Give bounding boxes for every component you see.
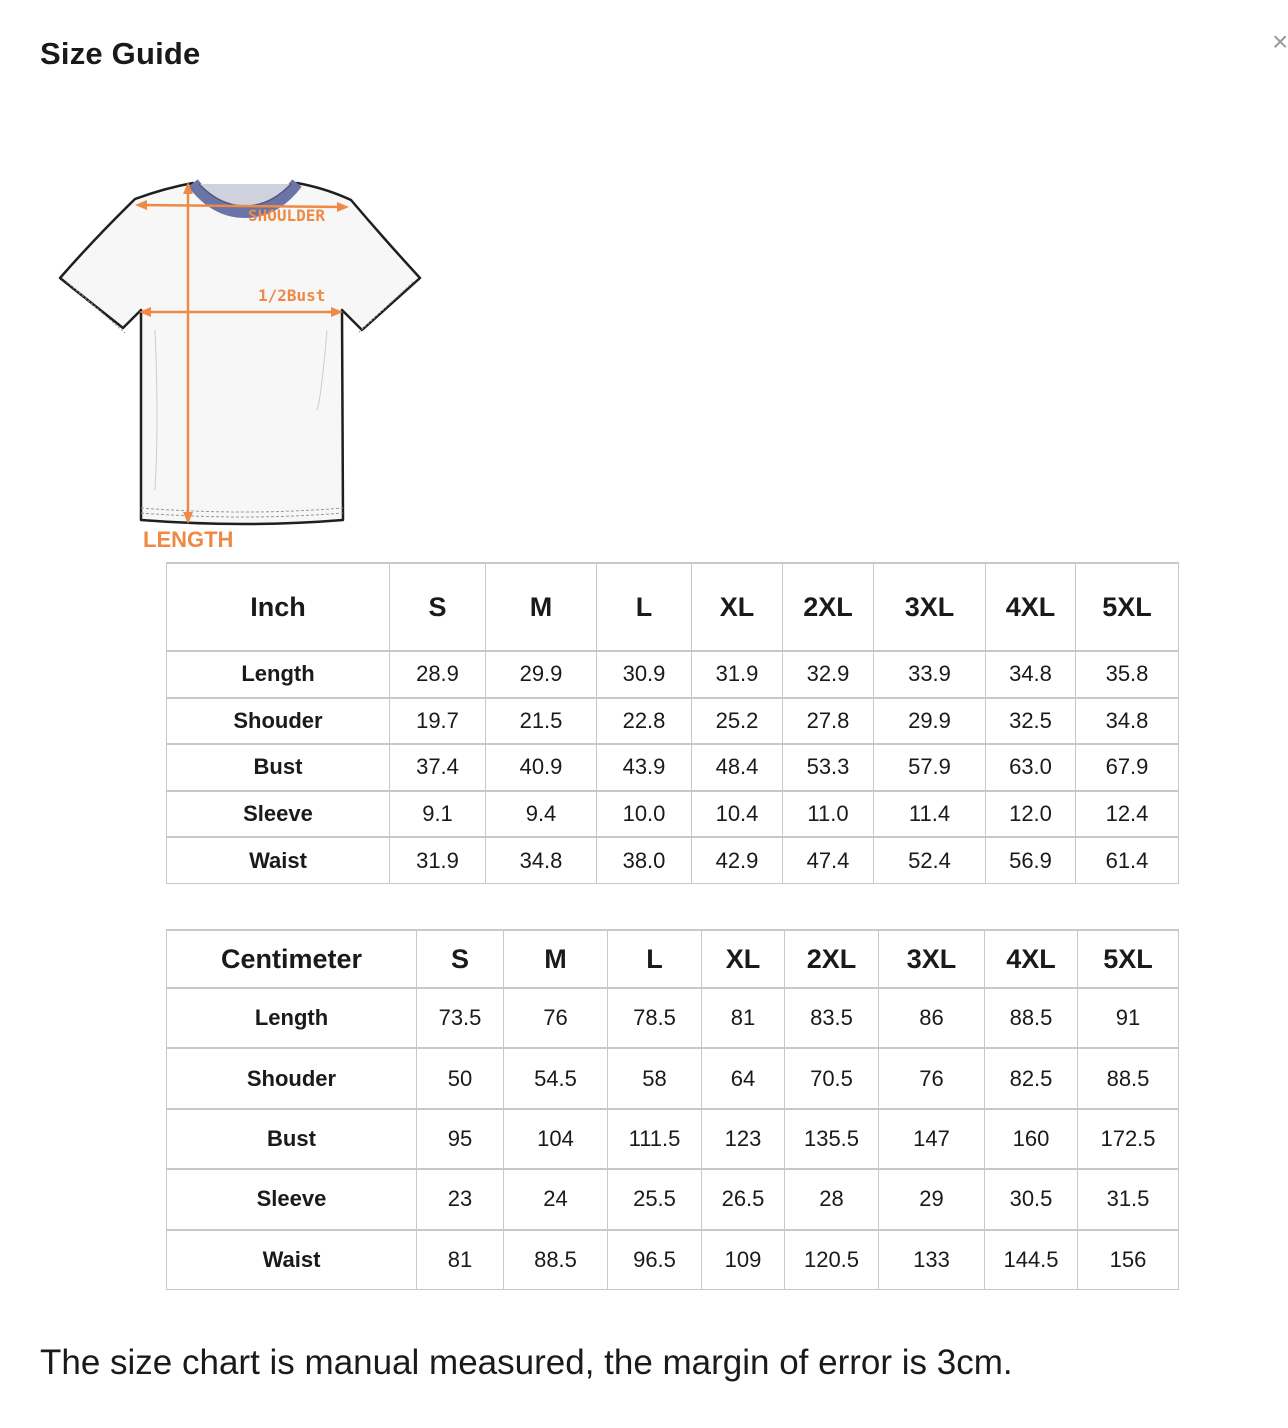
table-cell: 27.8 xyxy=(783,698,874,745)
table-cell: 30.5 xyxy=(985,1169,1078,1229)
tshirt-diagram xyxy=(55,170,435,555)
table-cell: 76 xyxy=(879,1048,985,1108)
table-cell: 61.4 xyxy=(1076,837,1179,884)
table-cell: 109 xyxy=(702,1230,785,1290)
row-label: Shouder xyxy=(167,1048,417,1108)
table-row xyxy=(167,744,1179,791)
table-cell: 29 xyxy=(879,1169,985,1229)
size-header: 4XL xyxy=(986,563,1076,651)
table-cell: 63.0 xyxy=(986,744,1076,791)
table-corner-header: Inch xyxy=(167,563,390,651)
row-label: Waist xyxy=(167,1230,417,1290)
row-label: Bust xyxy=(167,1109,417,1169)
table-row xyxy=(167,1048,1179,1108)
table-cell: 26.5 xyxy=(702,1169,785,1229)
table-cell: 48.4 xyxy=(692,744,783,791)
table-cell: 19.7 xyxy=(390,698,486,745)
table-cell: 135.5 xyxy=(785,1109,879,1169)
table-cell: 31.9 xyxy=(692,651,783,698)
table-cell: 91 xyxy=(1078,988,1179,1048)
shoulder-label: SHOULDER xyxy=(248,206,326,225)
table-cell: 11.0 xyxy=(783,791,874,838)
bust-label: 1/2Bust xyxy=(258,286,326,305)
table-cell: 88.5 xyxy=(985,988,1078,1048)
table-cell: 28 xyxy=(785,1169,879,1229)
table-cell: 58 xyxy=(608,1048,702,1108)
table-cell: 29.9 xyxy=(486,651,597,698)
table-cell: 12.0 xyxy=(986,791,1076,838)
table-row xyxy=(167,1169,1179,1229)
table-cell: 120.5 xyxy=(785,1230,879,1290)
table-cell: 35.8 xyxy=(1076,651,1179,698)
row-label: Waist xyxy=(167,837,390,884)
table-cell: 30.9 xyxy=(597,651,692,698)
table-cell: 31.9 xyxy=(390,837,486,884)
size-header: M xyxy=(486,563,597,651)
table-row xyxy=(167,651,1179,698)
table-cell: 56.9 xyxy=(986,837,1076,884)
table-cell: 81 xyxy=(702,988,785,1048)
table-cell: 25.5 xyxy=(608,1169,702,1229)
table-header-row xyxy=(167,930,1179,988)
size-header: L xyxy=(608,930,702,988)
table-cell: 31.5 xyxy=(1078,1169,1179,1229)
table-cell: 29.9 xyxy=(874,698,986,745)
size-header: XL xyxy=(702,930,785,988)
table-cell: 11.4 xyxy=(874,791,986,838)
table-cell: 47.4 xyxy=(783,837,874,884)
length-label: LENGTH xyxy=(143,527,234,552)
row-label: Sleeve xyxy=(167,1169,417,1229)
table-cell: 76 xyxy=(504,988,608,1048)
table-cell: 34.8 xyxy=(986,651,1076,698)
size-header: L xyxy=(597,563,692,651)
table-cell: 123 xyxy=(702,1109,785,1169)
table-cell: 9.1 xyxy=(390,791,486,838)
size-header: 5XL xyxy=(1076,563,1179,651)
table-cell: 33.9 xyxy=(874,651,986,698)
table-cell: 88.5 xyxy=(504,1230,608,1290)
table-cell: 67.9 xyxy=(1076,744,1179,791)
row-label: Length xyxy=(167,988,417,1048)
table-cell: 82.5 xyxy=(985,1048,1078,1108)
table-cell: 10.0 xyxy=(597,791,692,838)
size-header: XL xyxy=(692,563,783,651)
table-cell: 53.3 xyxy=(783,744,874,791)
row-label: Sleeve xyxy=(167,791,390,838)
table-cell: 78.5 xyxy=(608,988,702,1048)
centimeter-size-table xyxy=(166,929,1179,1290)
table-cell: 34.8 xyxy=(486,837,597,884)
table-cell: 38.0 xyxy=(597,837,692,884)
table-row xyxy=(167,1230,1179,1290)
table-cell: 73.5 xyxy=(417,988,504,1048)
table-cell: 83.5 xyxy=(785,988,879,1048)
table-cell: 172.5 xyxy=(1078,1109,1179,1169)
table-cell: 34.8 xyxy=(1076,698,1179,745)
size-header: 3XL xyxy=(879,930,985,988)
measurement-note: The size chart is manual measured, the margin of error is 3cm. xyxy=(40,1343,1013,1382)
table-header-row xyxy=(167,563,1179,651)
table-cell: 86 xyxy=(879,988,985,1048)
size-header: 4XL xyxy=(985,930,1078,988)
table-corner-header: Centimeter xyxy=(167,930,417,988)
inch-size-table xyxy=(166,562,1179,884)
table-cell: 42.9 xyxy=(692,837,783,884)
table-cell: 12.4 xyxy=(1076,791,1179,838)
table-cell: 24 xyxy=(504,1169,608,1229)
close-icon[interactable]: × xyxy=(1272,26,1288,57)
table-row xyxy=(167,1109,1179,1169)
table-cell: 23 xyxy=(417,1169,504,1229)
table-cell: 32.9 xyxy=(783,651,874,698)
table-cell: 88.5 xyxy=(1078,1048,1179,1108)
size-header: S xyxy=(417,930,504,988)
size-header: 5XL xyxy=(1078,930,1179,988)
page-title: Size Guide xyxy=(40,36,201,71)
table-cell: 133 xyxy=(879,1230,985,1290)
size-header: S xyxy=(390,563,486,651)
table-cell: 52.4 xyxy=(874,837,986,884)
table-cell: 111.5 xyxy=(608,1109,702,1169)
table-cell: 9.4 xyxy=(486,791,597,838)
table-cell: 95 xyxy=(417,1109,504,1169)
table-cell: 40.9 xyxy=(486,744,597,791)
size-header: 2XL xyxy=(783,563,874,651)
table-row xyxy=(167,837,1179,884)
tshirt-illustration xyxy=(55,170,435,555)
size-header: M xyxy=(504,930,608,988)
table-row xyxy=(167,698,1179,745)
table-row xyxy=(167,988,1179,1048)
size-header: 3XL xyxy=(874,563,986,651)
table-cell: 32.5 xyxy=(986,698,1076,745)
table-cell: 43.9 xyxy=(597,744,692,791)
size-header: 2XL xyxy=(785,930,879,988)
table-cell: 96.5 xyxy=(608,1230,702,1290)
table-cell: 50 xyxy=(417,1048,504,1108)
table-cell: 10.4 xyxy=(692,791,783,838)
table-cell: 160 xyxy=(985,1109,1078,1169)
table-cell: 144.5 xyxy=(985,1230,1078,1290)
row-label: Length xyxy=(167,651,390,698)
table-cell: 70.5 xyxy=(785,1048,879,1108)
table-cell: 147 xyxy=(879,1109,985,1169)
table-row xyxy=(167,791,1179,838)
row-label: Bust xyxy=(167,744,390,791)
table-cell: 54.5 xyxy=(504,1048,608,1108)
table-cell: 21.5 xyxy=(486,698,597,745)
table-cell: 22.8 xyxy=(597,698,692,745)
table-cell: 57.9 xyxy=(874,744,986,791)
table-cell: 81 xyxy=(417,1230,504,1290)
table-cell: 104 xyxy=(504,1109,608,1169)
table-cell: 37.4 xyxy=(390,744,486,791)
table-cell: 28.9 xyxy=(390,651,486,698)
table-cell: 64 xyxy=(702,1048,785,1108)
table-cell: 25.2 xyxy=(692,698,783,745)
row-label: Shouder xyxy=(167,698,390,745)
table-cell: 156 xyxy=(1078,1230,1179,1290)
